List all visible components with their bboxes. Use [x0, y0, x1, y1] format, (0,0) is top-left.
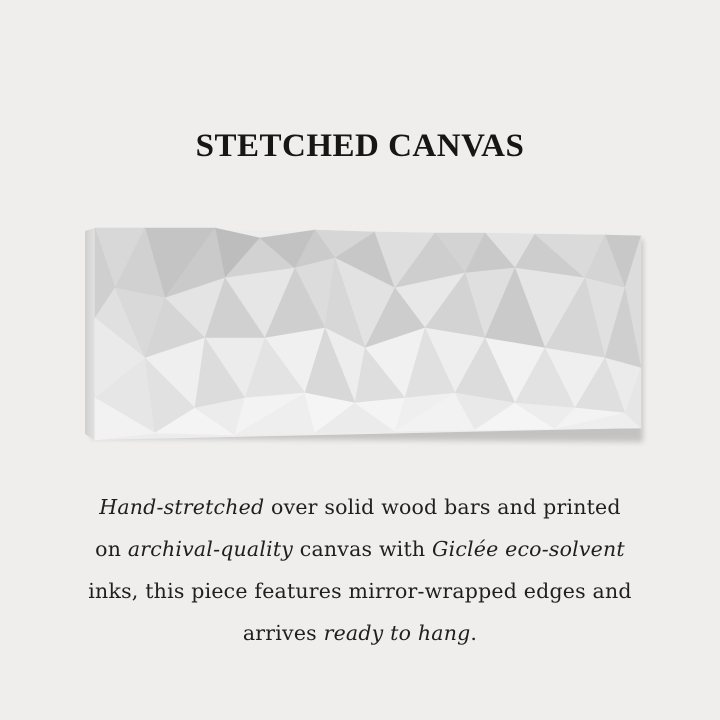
description-text: arrives	[242, 621, 324, 645]
page-title: STETCHED CANVAS	[195, 128, 525, 164]
description-text: canvas with	[293, 537, 433, 561]
description-line	[40, 612, 680, 654]
description-emphasis: ready to hang	[323, 621, 471, 645]
canvas-product-image	[85, 228, 641, 440]
description-line	[40, 528, 680, 570]
canvas-left-edge	[85, 228, 95, 440]
description-line	[40, 486, 680, 528]
description-text: over solid wood bars and printed	[264, 495, 621, 519]
description-text: on	[95, 537, 128, 561]
low-poly-facets	[95, 228, 641, 440]
description-emphasis: archival-quality	[127, 537, 294, 561]
description-text: inks, this piece features mirror-wrapped edges and	[88, 579, 632, 603]
description-line	[40, 570, 680, 612]
low-poly-canvas-artwork	[85, 228, 641, 440]
description-emphasis: Giclée eco-solvent	[432, 537, 625, 561]
description-emphasis: Hand-stretched	[99, 495, 265, 519]
description-text: .	[470, 621, 478, 645]
product-description	[40, 486, 680, 654]
